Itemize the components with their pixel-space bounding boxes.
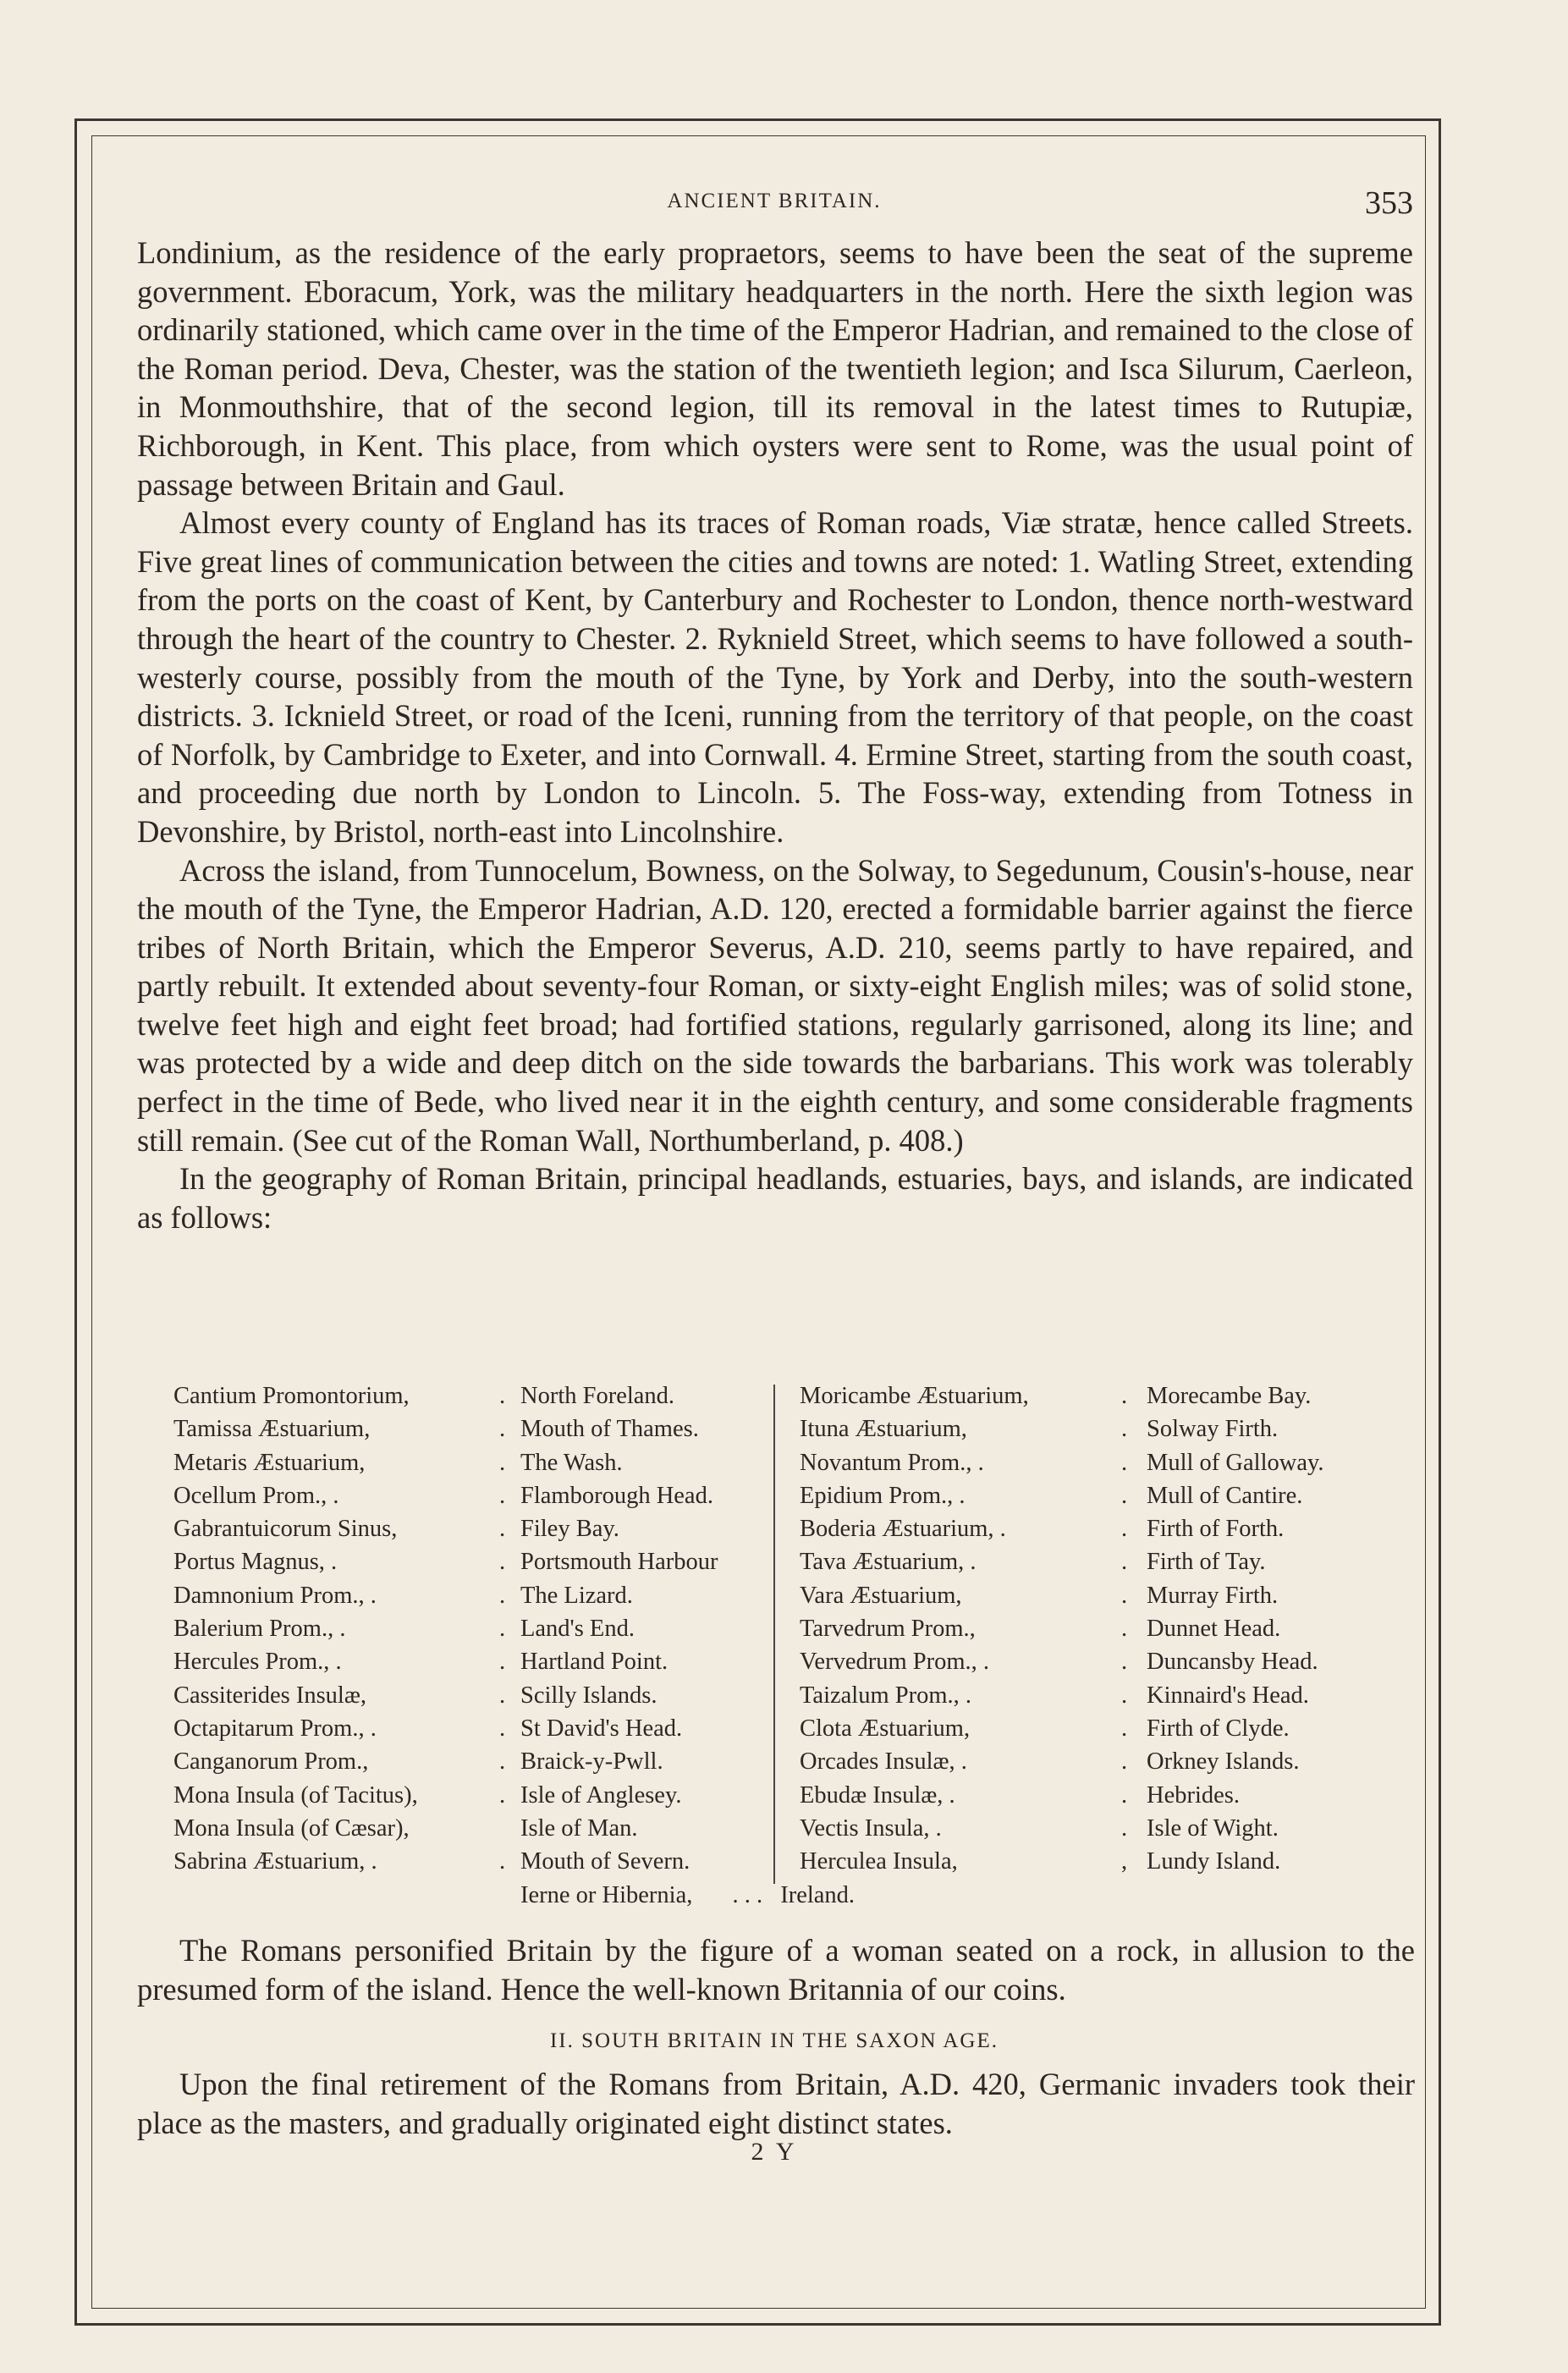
- gazetteer-row: [173, 1545, 766, 1578]
- gazetteer-row: [800, 1679, 1409, 1712]
- leader-dot: ,: [1121, 1848, 1128, 1875]
- latin-name: Vervedrum Prom., .: [800, 1649, 990, 1676]
- gazetteer-row: [173, 1512, 766, 1545]
- gazetteer-row: [173, 1779, 766, 1812]
- latin-name: Tarvedrum Prom.,: [800, 1616, 976, 1643]
- latin-name: Canganorum Prom.,: [173, 1748, 369, 1776]
- leader-dot: .: [1121, 1814, 1128, 1842]
- modern-name: Braick-y-Pwll.: [520, 1748, 663, 1776]
- gazetteer-row: [173, 1712, 766, 1745]
- modern-name: Kinnaird's Head.: [1147, 1682, 1309, 1709]
- page-number: 353: [1365, 185, 1413, 221]
- latin-name: Epidium Prom., .: [800, 1482, 966, 1509]
- gazetteer-row: [173, 1479, 766, 1512]
- latin-name: Vara Æstuarium,: [800, 1582, 962, 1609]
- modern-name: Scilly Islands.: [520, 1682, 657, 1709]
- gazetteer-row: [800, 1479, 1409, 1512]
- latin-name: Ituna Æstuarium,: [800, 1416, 967, 1443]
- latin-name: Metaris Æstuarium,: [173, 1449, 366, 1476]
- modern-name: Mouth of Severn.: [520, 1848, 690, 1875]
- latin-name: Gabrantuicorum Sinus,: [173, 1516, 398, 1543]
- modern-name: The Lizard.: [520, 1582, 633, 1609]
- final-text: [137, 2065, 1415, 2142]
- modern-name: Mull of Galloway.: [1147, 1449, 1324, 1476]
- gazetteer-row: [173, 1812, 766, 1845]
- gazetteer-row: [173, 1679, 766, 1712]
- gazetteer-left-column: [173, 1379, 766, 1878]
- modern-name: The Wash.: [520, 1449, 623, 1476]
- latin-name: Cantium Promontorium,: [173, 1383, 410, 1409]
- modern-name: Filey Bay.: [520, 1516, 619, 1543]
- leader-dot: .: [1121, 1748, 1128, 1776]
- leader-dot: .: [1121, 1549, 1128, 1576]
- leader-dot: .: [499, 1682, 506, 1709]
- modern-name: North Foreland.: [520, 1383, 675, 1409]
- latin-name: Ocellum Prom., .: [173, 1482, 339, 1509]
- modern-name: Dunnet Head.: [1147, 1616, 1281, 1643]
- latin-name: Vectis Insula, .: [800, 1814, 942, 1842]
- leader-dot: .: [499, 1383, 506, 1409]
- modern-name: Mouth of Thames.: [520, 1416, 699, 1443]
- paragraph-saxon: Upon the final retirement of the Romans from Britain, A.D. 420, Germanic invaders took their place as the masters, and gradually originated eight distinct states.: [137, 2067, 1415, 2140]
- latin-name: Tamissa Æstuarium,: [173, 1416, 371, 1443]
- leader-dot: .: [499, 1516, 506, 1543]
- modern-name: Hartland Point.: [520, 1649, 668, 1676]
- leader-dot: .: [499, 1549, 506, 1576]
- leader-dot: .: [1121, 1449, 1128, 1476]
- gazetteer-row: [800, 1645, 1409, 1678]
- modern-name: Portsmouth Harbour: [520, 1549, 718, 1576]
- modern-name: Firth of Clyde.: [1147, 1715, 1290, 1742]
- latin-name: Sabrina Æstuarium, .: [173, 1848, 377, 1875]
- latin-name: Novantum Prom., .: [800, 1449, 984, 1476]
- column-divider: [773, 1385, 775, 1884]
- paragraph-roman-wall: Across the island, from Tunnocelum, Bowness, on the Solway, to Segedunum, Cousin's-house, near the mouth of the Tyne, the Emperor Hadrian, A.D. 120, erected a formidable barrier against the fierce tribes of North Britain, which the Emperor Severus, A.D. 210, seems partly to have repaired, and partly rebuilt. It extended about seventy-four Roman, or sixty-eight English miles; was of solid stone, twelve feet high and eight feet broad; had fortified stations, regularly garrisoned, along its line; and was protected by a wide and deep ditch on the side towards the barbarians. This work was tolerably perfect in the time of Bede, who lived near it in the eighth century, and some considerable fragments still remain. (See cut of the Roman Wall, Northumberland, p. 408.): [137, 852, 1413, 1158]
- modern-name: Duncansby Head.: [1147, 1649, 1318, 1676]
- leader-dot: .: [1121, 1482, 1128, 1509]
- gazetteer-row: [173, 1845, 766, 1878]
- gazetteer-row: [800, 1545, 1409, 1578]
- latin-name: Orcades Insulæ, .: [800, 1748, 967, 1776]
- modern-name: Flamborough Head.: [520, 1482, 713, 1509]
- latin-name: Taizalum Prom., .: [800, 1682, 972, 1709]
- modern-name: Murray Firth.: [1147, 1582, 1279, 1609]
- leader-dot: .: [1121, 1582, 1128, 1609]
- leader-dots: . . .: [732, 1882, 763, 1908]
- latin-name: Hercules Prom., .: [173, 1649, 342, 1676]
- running-head: [135, 184, 1413, 222]
- closing-text: [137, 1931, 1415, 2008]
- leader-dot: .: [1121, 1715, 1128, 1742]
- modern-name: Land's End.: [520, 1616, 635, 1643]
- gazetteer-row: [800, 1579, 1409, 1612]
- leader-dot: .: [1121, 1416, 1128, 1443]
- latin-name: Mona Insula (of Tacitus),: [173, 1781, 418, 1809]
- section-heading: II. SOUTH BRITAIN IN THE SAXON AGE.: [549, 2029, 999, 2052]
- latin-name: Damnonium Prom., .: [173, 1582, 377, 1609]
- gazetteer-row: [800, 1845, 1409, 1878]
- leader-dot: .: [499, 1649, 506, 1676]
- gazetteer-row: [173, 1379, 766, 1412]
- gazetteer-row: [800, 1712, 1409, 1745]
- gazetteer-row: [800, 1412, 1409, 1445]
- gazetteer-row: [800, 1812, 1409, 1845]
- gazetteer-row: [173, 1412, 766, 1445]
- gazetteer-row: [173, 1612, 766, 1645]
- latin-name: Boderia Æstuarium, .: [800, 1516, 1006, 1543]
- latin-name: Cassiterides Insulæ,: [173, 1682, 366, 1709]
- latin-name: Moricambe Æstuarium,: [800, 1383, 1029, 1409]
- latin-name: Tava Æstuarium, .: [800, 1549, 977, 1576]
- latin-name: Herculea Insula,: [800, 1848, 958, 1875]
- leader-dot: .: [1121, 1616, 1128, 1643]
- modern-name: Isle of Man.: [520, 1814, 638, 1842]
- modern-name: Isle of Wight.: [1147, 1814, 1279, 1842]
- modern-name: Mull of Cantire.: [1147, 1482, 1303, 1509]
- body-text: [137, 234, 1413, 1236]
- running-title: ANCIENT BRITAIN.: [667, 190, 882, 212]
- paragraph-roman-roads: Almost every county of England has its traces of Roman roads, Viæ stratæ, hence called Streets. Five great lines of communication between the cities and towns are noted: 1. Watling Street, extending from the ports on the coast of Kent, by Canterbury and Rochester to London, thence north-westward through the heart of the country to Chester. 2. Ryknield Street, which seems to have followed a south-westerly course, possibly from the mouth of the Tyne, by York and Derby, into the south-western districts. 3. Icknield Street, or road of the Iceni, running from the territory of that people, on the coast of Norfolk, by Cambridge to Exeter, and into Cornwall. 4. Ermine Street, starting from the south coast, and proceeding due north by London to Lincoln. 5. The Foss-way, extending from Totness in Devonshire, by Bristol, north-east into Lincolnshire.: [137, 505, 1413, 849]
- paragraph-britannia: The Romans personified Britain by the figure of a woman seated on a rock, in allusion to the presumed form of the island. Hence the well-known Britannia of our coins.: [137, 1933, 1415, 2007]
- modern-name: Solway Firth.: [1147, 1416, 1279, 1443]
- gazetteer-right-column: [800, 1379, 1409, 1878]
- modern-name: St David's Head.: [520, 1715, 683, 1742]
- leader-dot: .: [499, 1616, 506, 1643]
- gazetteer-row: [173, 1745, 766, 1778]
- gazetteer-row: [173, 1579, 766, 1612]
- leader-dot: .: [1121, 1383, 1128, 1409]
- gazetteer-table: [173, 1379, 1409, 1921]
- latin-name: Clota Æstuarium,: [800, 1715, 971, 1742]
- modern-name: Orkney Islands.: [1147, 1748, 1300, 1776]
- signature-mark: 2 Y: [751, 2138, 798, 2166]
- leader-dot: .: [499, 1482, 506, 1509]
- latin-name: Octapitarum Prom., .: [173, 1715, 377, 1742]
- gazetteer-row: [800, 1446, 1409, 1479]
- leader-dot: .: [499, 1848, 506, 1875]
- leader-dot: .: [499, 1748, 506, 1776]
- leader-dot: .: [499, 1449, 506, 1476]
- modern-name: Lundy Island.: [1147, 1848, 1281, 1875]
- leader-dot: .: [499, 1582, 506, 1609]
- latin-name: Portus Magnus, .: [173, 1549, 338, 1576]
- gazetteer-row: [173, 1446, 766, 1479]
- paragraph-londinium: Londinium, as the residence of the early propraetors, seems to have been the seat of the supreme government. Eboracum, York, was the military headquarters in the north. Here the sixth legion was ordinarily stationed, which came over in the time of the Emperor Hadrian, and remained to the close of the Roman period. Deva, Chester, was the station of the twentieth legion; and Isca Silurum, Caerleon, in Monmouthshire, that of the second legion, till its removal in the latest times to Rutupiæ, Richborough, in Kent. This place, from which oysters were sent to Rome, was the usual point of passage between Britain and Gaul.: [137, 235, 1413, 502]
- modern-name: Firth of Forth.: [1147, 1516, 1285, 1543]
- latin-name: Ebudæ Insulæ, .: [800, 1781, 955, 1809]
- leader-dot: .: [1121, 1781, 1128, 1809]
- modern-name: Isle of Anglesey.: [520, 1781, 682, 1809]
- modern-name: Ireland.: [780, 1882, 856, 1908]
- gazetteer-row: [800, 1612, 1409, 1645]
- gazetteer-row: [800, 1512, 1409, 1545]
- gazetteer-last-entry: [520, 1879, 855, 1912]
- modern-name: Firth of Tay.: [1147, 1549, 1266, 1576]
- latin-name: Mona Insula (of Cæsar),: [173, 1814, 410, 1842]
- modern-name: Morecambe Bay.: [1147, 1383, 1312, 1409]
- leader-dot: .: [1121, 1649, 1128, 1676]
- gazetteer-row: [800, 1779, 1409, 1812]
- gazetteer-row: [800, 1745, 1409, 1778]
- modern-name: Hebrides.: [1147, 1781, 1241, 1809]
- leader-dot: .: [1121, 1516, 1128, 1543]
- leader-dot: .: [499, 1781, 506, 1809]
- leader-dot: .: [499, 1416, 506, 1443]
- latin-name: Ierne or Hibernia,: [520, 1882, 693, 1908]
- gazetteer-row: [800, 1379, 1409, 1412]
- leader-dot: .: [1121, 1682, 1128, 1709]
- latin-name: Balerium Prom., .: [173, 1616, 346, 1643]
- leader-dot: .: [499, 1715, 506, 1742]
- paragraph-geography: In the geography of Roman Britain, principal headlands, estuaries, bays, and islands, are indicated as follows:: [137, 1161, 1413, 1235]
- gazetteer-row: [173, 1645, 766, 1678]
